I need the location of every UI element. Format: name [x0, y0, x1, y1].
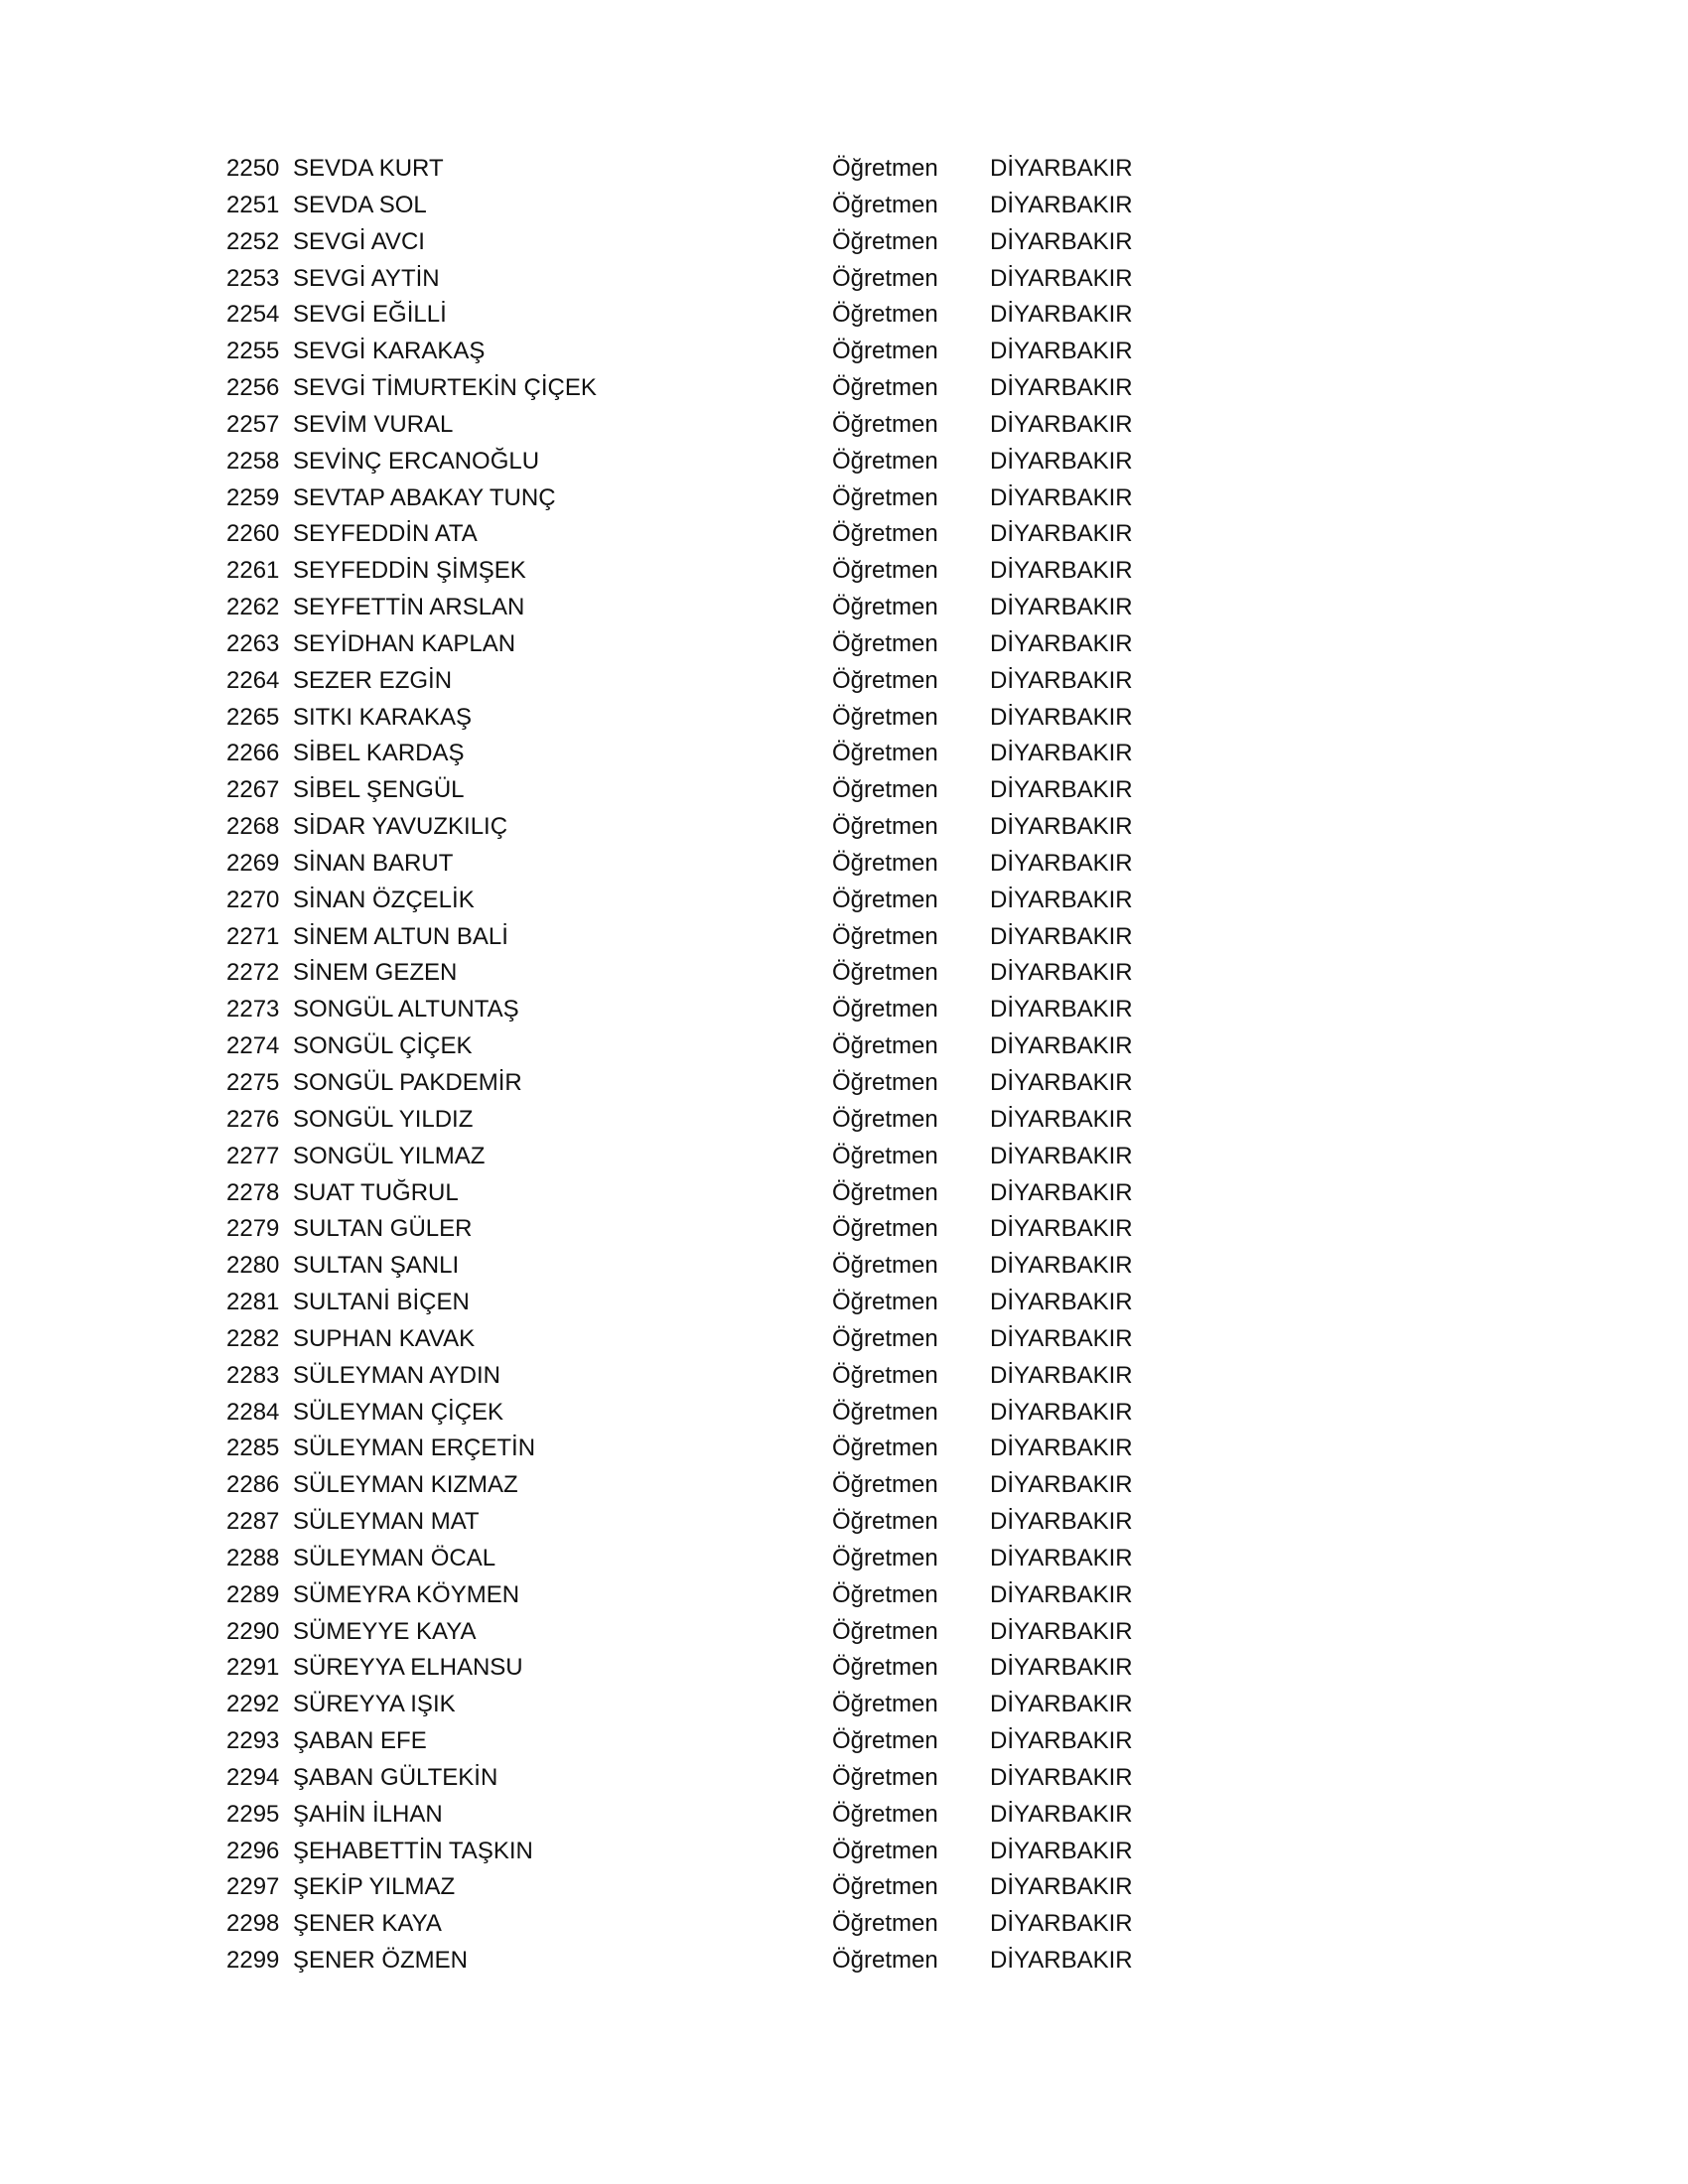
city-name: DİYARBAKIR [990, 1324, 1133, 1352]
row-number: 2255 [226, 338, 280, 365]
list-row [0, 1504, 1688, 1540]
row-number: 2295 [226, 1800, 280, 1828]
city-name: DİYARBAKIR [990, 1398, 1133, 1426]
city-name: DİYARBAKIR [990, 155, 1133, 182]
list-row [0, 1175, 1688, 1211]
row-number: 2261 [226, 557, 280, 585]
person-name: SEYİDHAN KAPLAN [293, 629, 516, 657]
person-name: SÜLEYMAN ÇİÇEK [293, 1398, 504, 1426]
row-number: 2285 [226, 1434, 280, 1462]
list-row [0, 1797, 1688, 1833]
job-title: Öğretmen [832, 1252, 938, 1280]
list-row [0, 1285, 1688, 1320]
city-name: DİYARBAKIR [990, 374, 1133, 402]
person-name: SEVGİ EĞİLLİ [293, 301, 447, 329]
person-name: SONGÜL PAKDEMİR [293, 1069, 522, 1096]
row-number: 2279 [226, 1215, 280, 1243]
job-title: Öğretmen [832, 1691, 938, 1718]
list-row [0, 663, 1688, 699]
job-title: Öğretmen [832, 1800, 938, 1828]
row-number: 2278 [226, 1178, 280, 1206]
row-number: 2282 [226, 1324, 280, 1352]
job-title: Öğretmen [832, 849, 938, 877]
city-name: DİYARBAKIR [990, 1178, 1133, 1206]
job-title: Öğretmen [832, 410, 938, 438]
city-name: DİYARBAKIR [990, 1252, 1133, 1280]
list-row [0, 261, 1688, 297]
person-name: SİBEL ŞENGÜL [293, 776, 465, 804]
job-title: Öğretmen [832, 629, 938, 657]
list-row [0, 407, 1688, 443]
person-name: SEVGİ KARAKAŞ [293, 338, 486, 365]
row-number: 2297 [226, 1873, 280, 1901]
city-name: DİYARBAKIR [990, 813, 1133, 841]
person-name: SÜLEYMAN MAT [293, 1508, 480, 1536]
row-number: 2298 [226, 1910, 280, 1938]
list-row [0, 590, 1688, 625]
city-name: DİYARBAKIR [990, 629, 1133, 657]
city-name: DİYARBAKIR [990, 666, 1133, 694]
person-name: SÜLEYMAN ERÇETİN [293, 1434, 536, 1462]
job-title: Öğretmen [832, 776, 938, 804]
row-number: 2272 [226, 959, 280, 987]
person-name: SEYFEDDİN ATA [293, 520, 478, 548]
row-number: 2267 [226, 776, 280, 804]
list-row [0, 1943, 1688, 1979]
list-row [0, 1723, 1688, 1759]
job-title: Öğretmen [832, 155, 938, 182]
list-row [0, 955, 1688, 991]
person-name: SİNEM ALTUN BALİ [293, 922, 508, 950]
job-title: Öğretmen [832, 1727, 938, 1755]
city-name: DİYARBAKIR [990, 1654, 1133, 1682]
city-name: DİYARBAKIR [990, 1800, 1133, 1828]
row-number: 2251 [226, 191, 280, 218]
city-name: DİYARBAKIR [990, 410, 1133, 438]
city-name: DİYARBAKIR [990, 191, 1133, 218]
job-title: Öğretmen [832, 1398, 938, 1426]
city-name: DİYARBAKIR [990, 520, 1133, 548]
list-row [0, 772, 1688, 808]
job-title: Öğretmen [832, 922, 938, 950]
row-number: 2281 [226, 1289, 280, 1316]
city-name: DİYARBAKIR [990, 776, 1133, 804]
job-title: Öğretmen [832, 1910, 938, 1938]
row-number: 2276 [226, 1105, 280, 1133]
row-number: 2280 [226, 1252, 280, 1280]
job-title: Öğretmen [832, 1178, 938, 1206]
city-name: DİYARBAKIR [990, 1032, 1133, 1060]
city-name: DİYARBAKIR [990, 483, 1133, 511]
city-name: DİYARBAKIR [990, 264, 1133, 292]
row-number: 2273 [226, 996, 280, 1024]
job-title: Öğretmen [832, 1324, 938, 1352]
list-row [0, 1248, 1688, 1284]
row-number: 2275 [226, 1069, 280, 1096]
person-name: SÜREYYA ELHANSU [293, 1654, 523, 1682]
list-row [0, 151, 1688, 187]
row-number: 2250 [226, 155, 280, 182]
job-title: Öğretmen [832, 374, 938, 402]
job-title: Öğretmen [832, 1837, 938, 1864]
job-title: Öğretmen [832, 1873, 938, 1901]
list-row [0, 1431, 1688, 1466]
job-title: Öğretmen [832, 447, 938, 475]
person-name: SEVİNÇ ERCANOĞLU [293, 447, 540, 475]
person-name: SEZER EZGİN [293, 666, 453, 694]
list-row [0, 1321, 1688, 1357]
job-title: Öğretmen [832, 1580, 938, 1608]
person-name: SUAT TUĞRUL [293, 1178, 459, 1206]
person-name: SÜMEYRA KÖYMEN [293, 1580, 520, 1608]
city-name: DİYARBAKIR [990, 338, 1133, 365]
city-name: DİYARBAKIR [990, 1910, 1133, 1938]
row-number: 2290 [226, 1617, 280, 1645]
list-row [0, 919, 1688, 955]
list-row [0, 626, 1688, 662]
city-name: DİYARBAKIR [990, 1471, 1133, 1499]
city-name: DİYARBAKIR [990, 1544, 1133, 1571]
row-number: 2296 [226, 1837, 280, 1864]
row-number: 2284 [226, 1398, 280, 1426]
list-row [0, 1395, 1688, 1431]
person-name: SİNAN ÖZÇELİK [293, 886, 475, 913]
job-title: Öğretmen [832, 996, 938, 1024]
city-name: DİYARBAKIR [990, 959, 1133, 987]
person-name: SÜMEYYE KAYA [293, 1617, 477, 1645]
list-row [0, 809, 1688, 845]
list-row [0, 1834, 1688, 1869]
list-row [0, 1869, 1688, 1905]
list-row [0, 224, 1688, 260]
person-name: SEVGİ TİMURTEKİN ÇİÇEK [293, 374, 597, 402]
row-number: 2257 [226, 410, 280, 438]
person-name: SULTAN GÜLER [293, 1215, 473, 1243]
city-name: DİYARBAKIR [990, 1434, 1133, 1462]
person-name: ŞAHİN İLHAN [293, 1800, 443, 1828]
list-row [0, 1577, 1688, 1613]
person-name: SULTAN ŞANLI [293, 1252, 460, 1280]
person-name: ŞEHABETTİN TAŞKIN [293, 1837, 533, 1864]
city-name: DİYARBAKIR [990, 1873, 1133, 1901]
list-row [0, 334, 1688, 369]
person-name: ŞABAN EFE [293, 1727, 427, 1755]
list-row [0, 188, 1688, 223]
job-title: Öğretmen [832, 1434, 938, 1462]
job-title: Öğretmen [832, 594, 938, 621]
person-name: SUPHAN KAVAK [293, 1324, 476, 1352]
person-name: SEYFETTİN ARSLAN [293, 594, 525, 621]
list-row [0, 883, 1688, 918]
list-row [0, 444, 1688, 479]
list-row [0, 1139, 1688, 1174]
list-row [0, 1687, 1688, 1722]
list-row [0, 1467, 1688, 1503]
person-name: SİBEL KARDAŞ [293, 740, 465, 767]
person-name: ŞEKİP YILMAZ [293, 1873, 456, 1901]
job-title: Öğretmen [832, 1032, 938, 1060]
person-name: SEVİM VURAL [293, 410, 454, 438]
city-name: DİYARBAKIR [990, 849, 1133, 877]
city-name: DİYARBAKIR [990, 227, 1133, 255]
list-row [0, 1760, 1688, 1796]
row-number: 2263 [226, 629, 280, 657]
city-name: DİYARBAKIR [990, 740, 1133, 767]
person-name: ŞENER ÖZMEN [293, 1947, 469, 1975]
job-title: Öğretmen [832, 1617, 938, 1645]
city-name: DİYARBAKIR [990, 922, 1133, 950]
row-number: 2287 [226, 1508, 280, 1536]
row-number: 2252 [226, 227, 280, 255]
job-title: Öğretmen [832, 338, 938, 365]
row-number: 2294 [226, 1763, 280, 1791]
city-name: DİYARBAKIR [990, 886, 1133, 913]
row-number: 2288 [226, 1544, 280, 1571]
list-row [0, 1211, 1688, 1247]
city-name: DİYARBAKIR [990, 703, 1133, 731]
person-name: SONGÜL ALTUNTAŞ [293, 996, 519, 1024]
city-name: DİYARBAKIR [990, 1727, 1133, 1755]
person-name: SİNAN BARUT [293, 849, 454, 877]
city-name: DİYARBAKIR [990, 1069, 1133, 1096]
person-name: SİNEM GEZEN [293, 959, 458, 987]
job-title: Öğretmen [832, 886, 938, 913]
person-name: SULTANİ BİÇEN [293, 1289, 470, 1316]
person-name: SEVDA SOL [293, 191, 427, 218]
row-number: 2264 [226, 666, 280, 694]
row-number: 2254 [226, 301, 280, 329]
job-title: Öğretmen [832, 1105, 938, 1133]
row-number: 2266 [226, 740, 280, 767]
city-name: DİYARBAKIR [990, 1617, 1133, 1645]
job-title: Öğretmen [832, 557, 938, 585]
list-row [0, 553, 1688, 589]
job-title: Öğretmen [832, 520, 938, 548]
row-number: 2283 [226, 1361, 280, 1389]
list-row [0, 736, 1688, 771]
row-number: 2293 [226, 1727, 280, 1755]
list-row [0, 1614, 1688, 1650]
city-name: DİYARBAKIR [990, 996, 1133, 1024]
job-title: Öğretmen [832, 1289, 938, 1316]
job-title: Öğretmen [832, 264, 938, 292]
row-number: 2274 [226, 1032, 280, 1060]
job-title: Öğretmen [832, 1654, 938, 1682]
city-name: DİYARBAKIR [990, 1142, 1133, 1169]
row-number: 2269 [226, 849, 280, 877]
city-name: DİYARBAKIR [990, 1105, 1133, 1133]
job-title: Öğretmen [832, 1215, 938, 1243]
list-row [0, 1358, 1688, 1394]
job-title: Öğretmen [832, 1142, 938, 1169]
list-row [0, 297, 1688, 333]
city-name: DİYARBAKIR [990, 1361, 1133, 1389]
person-name: SÜLEYMAN AYDIN [293, 1361, 500, 1389]
city-name: DİYARBAKIR [990, 594, 1133, 621]
person-name: SITKI KARAKAŞ [293, 703, 473, 731]
city-name: DİYARBAKIR [990, 1763, 1133, 1791]
row-number: 2291 [226, 1654, 280, 1682]
list-row [0, 1028, 1688, 1064]
job-title: Öğretmen [832, 1763, 938, 1791]
row-number: 2262 [226, 594, 280, 621]
city-name: DİYARBAKIR [990, 1215, 1133, 1243]
city-name: DİYARBAKIR [990, 1508, 1133, 1536]
row-number: 2265 [226, 703, 280, 731]
person-name: SEVGİ AYTİN [293, 264, 440, 292]
row-number: 2253 [226, 264, 280, 292]
list-row [0, 370, 1688, 406]
row-number: 2292 [226, 1691, 280, 1718]
job-title: Öğretmen [832, 483, 938, 511]
row-number: 2268 [226, 813, 280, 841]
row-number: 2299 [226, 1947, 280, 1975]
list-row [0, 992, 1688, 1027]
person-name: SİDAR YAVUZKILIÇ [293, 813, 508, 841]
city-name: DİYARBAKIR [990, 1947, 1133, 1975]
job-title: Öğretmen [832, 959, 938, 987]
person-name: SONGÜL YILDIZ [293, 1105, 474, 1133]
list-row [0, 700, 1688, 736]
list-row [0, 480, 1688, 516]
person-name: SEYFEDDİN ŞİMŞEK [293, 557, 526, 585]
person-name: SONGÜL ÇİÇEK [293, 1032, 473, 1060]
job-title: Öğretmen [832, 666, 938, 694]
job-title: Öğretmen [832, 1947, 938, 1975]
person-name: SEVDA KURT [293, 155, 444, 182]
person-name: SONGÜL YILMAZ [293, 1142, 486, 1169]
city-name: DİYARBAKIR [990, 301, 1133, 329]
city-name: DİYARBAKIR [990, 1289, 1133, 1316]
city-name: DİYARBAKIR [990, 1691, 1133, 1718]
job-title: Öğretmen [832, 1069, 938, 1096]
row-number: 2256 [226, 374, 280, 402]
city-name: DİYARBAKIR [990, 557, 1133, 585]
person-name: SEVTAP ABAKAY TUNÇ [293, 483, 556, 511]
job-title: Öğretmen [832, 301, 938, 329]
list-row [0, 1065, 1688, 1101]
job-title: Öğretmen [832, 1544, 938, 1571]
row-number: 2289 [226, 1580, 280, 1608]
list-row [0, 1650, 1688, 1686]
job-title: Öğretmen [832, 740, 938, 767]
city-name: DİYARBAKIR [990, 447, 1133, 475]
list-row [0, 516, 1688, 552]
row-number: 2259 [226, 483, 280, 511]
list-row [0, 1906, 1688, 1942]
person-name: ŞENER KAYA [293, 1910, 442, 1938]
row-number: 2286 [226, 1471, 280, 1499]
city-name: DİYARBAKIR [990, 1837, 1133, 1864]
list-row [0, 1541, 1688, 1576]
job-title: Öğretmen [832, 1508, 938, 1536]
person-name: SEVGİ AVCI [293, 227, 425, 255]
row-number: 2258 [226, 447, 280, 475]
row-number: 2270 [226, 886, 280, 913]
person-name: SÜREYYA IŞIK [293, 1691, 456, 1718]
job-title: Öğretmen [832, 1361, 938, 1389]
job-title: Öğretmen [832, 1471, 938, 1499]
row-number: 2260 [226, 520, 280, 548]
row-number: 2271 [226, 922, 280, 950]
list-row [0, 1102, 1688, 1138]
person-name: SÜLEYMAN ÖCAL [293, 1544, 496, 1571]
job-title: Öğretmen [832, 227, 938, 255]
list-row [0, 846, 1688, 882]
job-title: Öğretmen [832, 703, 938, 731]
job-title: Öğretmen [832, 191, 938, 218]
job-title: Öğretmen [832, 813, 938, 841]
person-name: ŞABAN GÜLTEKİN [293, 1763, 498, 1791]
person-name: SÜLEYMAN KIZMAZ [293, 1471, 518, 1499]
row-number: 2277 [226, 1142, 280, 1169]
city-name: DİYARBAKIR [990, 1580, 1133, 1608]
